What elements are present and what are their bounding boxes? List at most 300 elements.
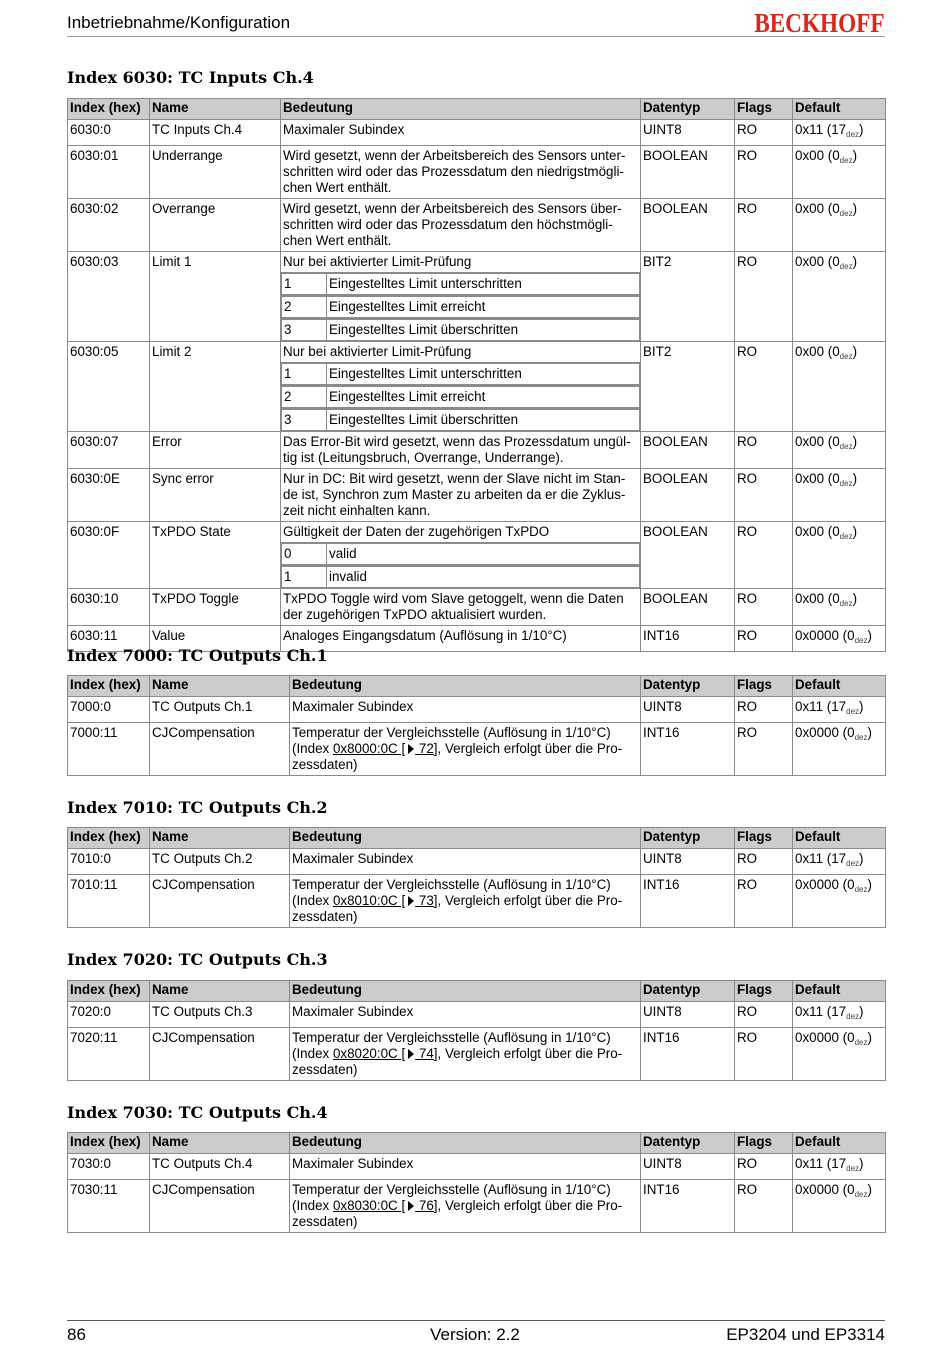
default-close: ) — [852, 148, 858, 163]
beckhoff-logo: BECKHOFF — [754, 8, 885, 38]
column-header-default: Default — [793, 981, 886, 1002]
meaning-line: Maximaler Subindex — [292, 699, 414, 714]
default-value: 0x00 (0 — [795, 471, 840, 486]
meaning-line: Temperatur der Vergleichsstelle (Auflösung in 1/10°C) — [292, 1030, 611, 1045]
row-default — [793, 849, 886, 875]
meaning-line: Maximaler Subindex — [292, 1004, 414, 1019]
value-cell — [281, 296, 641, 319]
column-header-index: Index (hex) — [68, 1133, 150, 1154]
default-value: 0x00 (0 — [795, 524, 840, 539]
row-index: 7030:11 — [68, 1180, 150, 1233]
row-meaning — [281, 589, 641, 626]
row-datatype: UINT8 — [641, 697, 735, 723]
row-name: TC Inputs Ch.4 — [150, 120, 281, 146]
reference-page: 74] — [418, 1046, 438, 1061]
row-datatype: BIT2 — [641, 342, 735, 432]
value-text: valid — [327, 544, 640, 565]
meaning-line: Nur in DC: Bit wird gesetzt, wenn der Slave nicht im Stan- — [283, 471, 626, 486]
meaning-reference-line — [292, 893, 638, 909]
row-default — [793, 199, 886, 252]
column-header-default: Default — [793, 828, 886, 849]
dez-subscript: dez — [846, 1012, 860, 1021]
reference-page: 72] — [418, 741, 438, 756]
reference-link: 0x8020:0C — [332, 1046, 398, 1061]
default-close: ) — [859, 851, 864, 866]
row-default — [793, 697, 886, 723]
meaning-line: schritten wird oder das Prozessdatum den höchstmögli- — [283, 217, 613, 232]
row-datatype: BOOLEAN — [641, 522, 735, 589]
column-header-meaning: Bedeutung — [281, 99, 641, 120]
row-default — [793, 1180, 886, 1233]
row-name: CJCompensation — [150, 1028, 290, 1081]
row-index: 6030:02 — [68, 199, 150, 252]
row-index: 7020:11 — [68, 1028, 150, 1081]
row-datatype: BOOLEAN — [641, 432, 735, 469]
default-value: 0x00 (0 — [795, 254, 840, 269]
meaning-line: Analoges Eingangsdatum (Auflösung in 1/10°C) — [283, 628, 567, 643]
section-title: Index 7020: TC Outputs Ch.3 — [67, 950, 328, 969]
meaning-line: Das Error-Bit wird gesetzt, wenn das Prozessdatum ungül- — [283, 434, 631, 449]
row-meaning — [281, 146, 641, 199]
column-header-type: Datentyp — [641, 981, 735, 1002]
column-header-default: Default — [793, 99, 886, 120]
column-header-name: Name — [150, 1133, 290, 1154]
meaning-line: der zugehörigen TxPDO aktualisiert wurden. — [283, 607, 547, 622]
table-row — [68, 342, 886, 363]
meaning-line: Temperatur der Vergleichsstelle (Auflösung in 1/10°C) — [292, 877, 611, 892]
row-flags: RO — [735, 199, 793, 252]
row-default — [793, 146, 886, 199]
row-meaning — [281, 342, 641, 363]
value-text: Eingestelltes Limit unterschritten — [327, 274, 640, 295]
value-table — [281, 319, 640, 341]
default-value: 0x00 (0 — [795, 591, 840, 606]
value-cell — [281, 363, 641, 386]
meaning-line: de ist, Synchron zum Master zu arbeiten da er die Zyklus- — [283, 487, 626, 502]
column-header-meaning: Bedeutung — [290, 828, 641, 849]
footer-divider — [67, 1320, 885, 1321]
column-header-index: Index (hex) — [68, 676, 150, 697]
arrow-right-icon — [408, 744, 414, 754]
row-index: 6030:01 — [68, 146, 150, 199]
meaning-reference-line — [292, 1198, 638, 1214]
column-header-index: Index (hex) — [68, 981, 150, 1002]
row-index: 7010:0 — [68, 849, 150, 875]
row-datatype: UINT8 — [641, 1002, 735, 1028]
row-name: TC Outputs Ch.4 — [150, 1154, 290, 1180]
row-meaning — [281, 626, 641, 652]
table-header-row — [68, 676, 886, 697]
value-text: Eingestelltes Limit unterschritten — [327, 364, 640, 385]
row-index: 7010:11 — [68, 875, 150, 928]
object-table — [67, 98, 886, 652]
value-text: Eingestelltes Limit erreicht — [327, 297, 640, 318]
row-meaning — [290, 1154, 641, 1180]
row-meaning — [281, 522, 641, 543]
row-flags: RO — [735, 342, 793, 432]
row-datatype: UINT8 — [641, 1154, 735, 1180]
value-table — [281, 296, 640, 318]
meaning-line: Maximaler Subindex — [283, 122, 405, 137]
table-header-row — [68, 1133, 886, 1154]
row-flags: RO — [735, 469, 793, 522]
default-value: 0x00 (0 — [795, 148, 840, 163]
reference-page-link[interactable]: [ 76] — [397, 1198, 438, 1213]
row-name: TC Outputs Ch.1 — [150, 697, 290, 723]
row-name: TC Outputs Ch.3 — [150, 1002, 290, 1028]
table-row — [68, 1028, 886, 1081]
column-header-name: Name — [150, 981, 290, 1002]
column-header-index: Index (hex) — [68, 99, 150, 120]
dez-subscript: dez — [839, 156, 853, 165]
default-close: ) — [867, 1030, 872, 1045]
row-name: CJCompensation — [150, 723, 290, 776]
value-table — [281, 363, 640, 385]
value-key: 3 — [282, 320, 327, 341]
default-close: ) — [852, 591, 858, 606]
default-close: ) — [859, 1156, 864, 1171]
row-meaning — [281, 252, 641, 273]
meaning-line: Temperatur der Vergleichsstelle (Auflösung in 1/10°C) — [292, 725, 611, 740]
row-datatype: INT16 — [641, 626, 735, 652]
default-close: ) — [859, 1004, 864, 1019]
table-row — [68, 1180, 886, 1233]
row-flags: RO — [735, 875, 793, 928]
row-meaning — [290, 697, 641, 723]
default-close: ) — [852, 471, 858, 486]
row-meaning — [281, 199, 641, 252]
default-close: ) — [859, 122, 864, 137]
row-index: 6030:0 — [68, 120, 150, 146]
meaning-line: Temperatur der Vergleichsstelle (Auflösung in 1/10°C) — [292, 1182, 611, 1197]
value-key: 1 — [282, 274, 327, 295]
row-default — [793, 120, 886, 146]
default-close: ) — [852, 524, 858, 539]
meaning-reference-line — [292, 741, 638, 757]
meaning-line: zessdaten) — [292, 1062, 358, 1077]
row-flags: RO — [735, 589, 793, 626]
table-row — [68, 469, 886, 522]
row-default — [793, 469, 886, 522]
default-close: ) — [852, 434, 858, 449]
meaning-line: Maximaler Subindex — [292, 851, 414, 866]
row-name: Error — [150, 432, 281, 469]
row-datatype: BOOLEAN — [641, 469, 735, 522]
row-meaning — [281, 120, 641, 146]
row-meaning — [290, 723, 641, 776]
table-row — [68, 1002, 886, 1028]
row-name: TC Outputs Ch.2 — [150, 849, 290, 875]
value-key: 2 — [282, 297, 327, 318]
dez-subscript: dez — [839, 532, 853, 541]
table-row — [68, 522, 886, 543]
column-header-meaning: Bedeutung — [290, 1133, 641, 1154]
reference-page-link[interactable]: [ 74] — [397, 1046, 438, 1061]
row-flags: RO — [735, 1154, 793, 1180]
row-name: TxPDO State — [150, 522, 281, 589]
reference-page-link[interactable]: [ 72] — [397, 741, 438, 756]
column-header-name: Name — [150, 99, 281, 120]
default-close: ) — [867, 1182, 872, 1197]
object-table — [67, 827, 886, 928]
default-close: ) — [859, 699, 864, 714]
column-header-default: Default — [793, 676, 886, 697]
value-text: Eingestelltes Limit überschritten — [327, 410, 640, 431]
meaning-line: Nur bei aktivierter Limit-Prüfung — [283, 254, 472, 269]
meaning-line: schritten wird oder das Prozessdatum den niedrigstmögli- — [283, 164, 624, 179]
value-text: Eingestelltes Limit erreicht — [327, 387, 640, 408]
table-row — [68, 120, 886, 146]
row-name: TxPDO Toggle — [150, 589, 281, 626]
row-datatype: BOOLEAN — [641, 146, 735, 199]
row-flags: RO — [735, 252, 793, 342]
row-datatype: BOOLEAN — [641, 199, 735, 252]
dez-subscript: dez — [839, 599, 853, 608]
default-value: 0x0000 (0 — [795, 877, 855, 892]
column-header-meaning: Bedeutung — [290, 981, 641, 1002]
reference-suffix: , Vergleich erfolgt über die Pro- — [437, 1198, 623, 1213]
row-index: 7000:11 — [68, 723, 150, 776]
column-header-flags: Flags — [735, 676, 793, 697]
row-datatype: INT16 — [641, 1028, 735, 1081]
row-index: 7030:0 — [68, 1154, 150, 1180]
column-header-flags: Flags — [735, 981, 793, 1002]
row-index: 6030:0F — [68, 522, 150, 589]
table-header-row — [68, 828, 886, 849]
default-value: 0x11 (17 — [795, 851, 847, 866]
row-name: Underrange — [150, 146, 281, 199]
row-meaning — [290, 1180, 641, 1233]
default-close: ) — [867, 725, 872, 740]
row-datatype: BIT2 — [641, 252, 735, 342]
dez-subscript: dez — [846, 130, 860, 139]
value-table — [281, 273, 640, 295]
row-meaning — [290, 849, 641, 875]
arrow-right-icon — [408, 896, 414, 906]
meaning-line: chen Wert enthält. — [283, 233, 392, 248]
meaning-line: Nur bei aktivierter Limit-Prüfung — [283, 344, 472, 359]
reference-link: 0x8000:0C — [332, 741, 398, 756]
row-meaning — [281, 469, 641, 522]
value-table — [281, 566, 640, 588]
value-text: Eingestelltes Limit überschritten — [327, 320, 640, 341]
reference-prefix: (Index — [292, 1046, 333, 1061]
reference-prefix: (Index — [292, 893, 333, 908]
row-flags: RO — [735, 1002, 793, 1028]
table-row — [68, 199, 886, 252]
default-value: 0x11 (17 — [795, 1004, 847, 1019]
default-value: 0x00 (0 — [795, 344, 840, 359]
row-flags: RO — [735, 146, 793, 199]
default-value: 0x00 (0 — [795, 201, 840, 216]
value-key: 1 — [282, 364, 327, 385]
value-key: 2 — [282, 387, 327, 408]
table-row — [68, 875, 886, 928]
value-key: 1 — [282, 567, 327, 588]
reference-suffix: , Vergleich erfolgt über die Pro- — [437, 1046, 623, 1061]
row-flags: RO — [735, 849, 793, 875]
dez-subscript: dez — [854, 1190, 868, 1199]
row-default — [793, 1002, 886, 1028]
value-cell — [281, 386, 641, 409]
meaning-line: zessdaten) — [292, 909, 358, 924]
object-table — [67, 980, 886, 1081]
meaning-reference-line — [292, 1046, 638, 1062]
column-header-index: Index (hex) — [68, 828, 150, 849]
default-close: ) — [852, 254, 858, 269]
default-close: ) — [852, 344, 858, 359]
meaning-line: Wird gesetzt, wenn der Arbeitsbereich des Sensors unter- — [283, 148, 626, 163]
default-value: 0x0000 (0 — [795, 628, 855, 643]
value-table — [281, 543, 640, 565]
value-key: 3 — [282, 410, 327, 431]
arrow-right-icon — [408, 1201, 414, 1211]
reference-prefix: (Index — [292, 741, 333, 756]
row-meaning — [290, 1002, 641, 1028]
row-flags: RO — [735, 723, 793, 776]
default-value: 0x11 (17 — [795, 1156, 847, 1171]
value-cell — [281, 319, 641, 342]
row-name: Limit 2 — [150, 342, 281, 432]
default-value: 0x0000 (0 — [795, 725, 855, 740]
dez-subscript: dez — [839, 352, 853, 361]
row-default — [793, 1028, 886, 1081]
table-row — [68, 589, 886, 626]
column-header-type: Datentyp — [641, 99, 735, 120]
dez-subscript: dez — [839, 442, 853, 451]
row-index: 6030:05 — [68, 342, 150, 432]
row-datatype: INT16 — [641, 875, 735, 928]
dez-subscript: dez — [846, 1164, 860, 1173]
table-header-row — [68, 981, 886, 1002]
page-number: 86 — [67, 1325, 86, 1344]
row-default — [793, 589, 886, 626]
value-key: 0 — [282, 544, 327, 565]
row-index: 6030:10 — [68, 589, 150, 626]
row-default — [793, 1154, 886, 1180]
object-table — [67, 1132, 886, 1233]
value-text: invalid — [327, 567, 640, 588]
row-name: Overrange — [150, 199, 281, 252]
reference-page: 73] — [418, 893, 438, 908]
row-meaning — [290, 875, 641, 928]
row-index: 6030:0E — [68, 469, 150, 522]
default-value: 0x0000 (0 — [795, 1030, 855, 1045]
column-header-name: Name — [150, 828, 290, 849]
row-datatype: BOOLEAN — [641, 589, 735, 626]
arrow-right-icon — [408, 1049, 414, 1059]
row-flags: RO — [735, 522, 793, 589]
value-cell — [281, 409, 641, 432]
default-close: ) — [867, 628, 872, 643]
row-index: 7000:0 — [68, 697, 150, 723]
dez-subscript: dez — [854, 636, 868, 645]
row-default — [793, 522, 886, 589]
row-datatype: UINT8 — [641, 120, 735, 146]
meaning-line: chen Wert enthält. — [283, 180, 392, 195]
reference-prefix: (Index — [292, 1198, 333, 1213]
table-row — [68, 252, 886, 273]
meaning-line: zeit nicht einhalten kann. — [283, 503, 431, 518]
table-row — [68, 697, 886, 723]
section-title: Index 7030: TC Outputs Ch.4 — [67, 1103, 328, 1122]
table-row — [68, 849, 886, 875]
dez-subscript: dez — [839, 479, 853, 488]
reference-page: 76] — [418, 1198, 438, 1213]
value-cell — [281, 273, 641, 296]
row-datatype: UINT8 — [641, 849, 735, 875]
row-flags: RO — [735, 697, 793, 723]
row-flags: RO — [735, 1180, 793, 1233]
column-header-type: Datentyp — [641, 828, 735, 849]
row-default — [793, 626, 886, 652]
column-header-meaning: Bedeutung — [290, 676, 641, 697]
default-close: ) — [867, 877, 872, 892]
value-cell — [281, 566, 641, 589]
value-cell — [281, 543, 641, 566]
header-title: Inbetriebnahme/Konfiguration — [67, 13, 291, 32]
document-version: Version: 2.2 — [430, 1325, 520, 1344]
reference-link: 0x8010:0C — [332, 893, 398, 908]
row-default — [793, 432, 886, 469]
default-value: 0x11 (17 — [795, 122, 847, 137]
default-value: 0x00 (0 — [795, 434, 840, 449]
row-meaning — [290, 1028, 641, 1081]
row-default — [793, 342, 886, 432]
dez-subscript: dez — [839, 209, 853, 218]
value-table — [281, 386, 640, 408]
dez-subscript: dez — [854, 733, 868, 742]
dez-subscript: dez — [854, 885, 868, 894]
column-header-type: Datentyp — [641, 676, 735, 697]
reference-link: 0x8030:0C — [332, 1198, 398, 1213]
row-name: Limit 1 — [150, 252, 281, 342]
column-header-flags: Flags — [735, 828, 793, 849]
row-default — [793, 252, 886, 342]
dez-subscript: dez — [846, 707, 860, 716]
row-default — [793, 723, 886, 776]
row-name: CJCompensation — [150, 1180, 290, 1233]
table-row — [68, 723, 886, 776]
row-index: 7020:0 — [68, 1002, 150, 1028]
reference-page-link[interactable]: [ 73] — [397, 893, 438, 908]
meaning-line: Maximaler Subindex — [292, 1156, 414, 1171]
row-index: 6030:11 — [68, 626, 150, 652]
column-header-default: Default — [793, 1133, 886, 1154]
row-index: 6030:03 — [68, 252, 150, 342]
table-row — [68, 146, 886, 199]
row-name: CJCompensation — [150, 875, 290, 928]
default-close: ) — [852, 201, 858, 216]
dez-subscript: dez — [839, 262, 853, 271]
row-name: Value — [150, 626, 281, 652]
column-header-flags: Flags — [735, 99, 793, 120]
row-index: 6030:07 — [68, 432, 150, 469]
row-datatype: INT16 — [641, 723, 735, 776]
reference-suffix: , Vergleich erfolgt über die Pro- — [437, 893, 623, 908]
default-value: 0x0000 (0 — [795, 1182, 855, 1197]
reference-suffix: , Vergleich erfolgt über die Pro- — [437, 741, 623, 756]
section-title: Index 7010: TC Outputs Ch.2 — [67, 798, 328, 817]
default-value: 0x11 (17 — [795, 699, 847, 714]
meaning-line: Gültigkeit der Daten der zugehörigen TxPDO — [283, 524, 550, 539]
row-datatype: INT16 — [641, 1180, 735, 1233]
header-divider — [67, 36, 885, 37]
meaning-line: TxPDO Toggle wird vom Slave getoggelt, wenn die Daten — [283, 591, 624, 606]
table-row — [68, 432, 886, 469]
meaning-line: zessdaten) — [292, 1214, 358, 1229]
column-header-name: Name — [150, 676, 290, 697]
